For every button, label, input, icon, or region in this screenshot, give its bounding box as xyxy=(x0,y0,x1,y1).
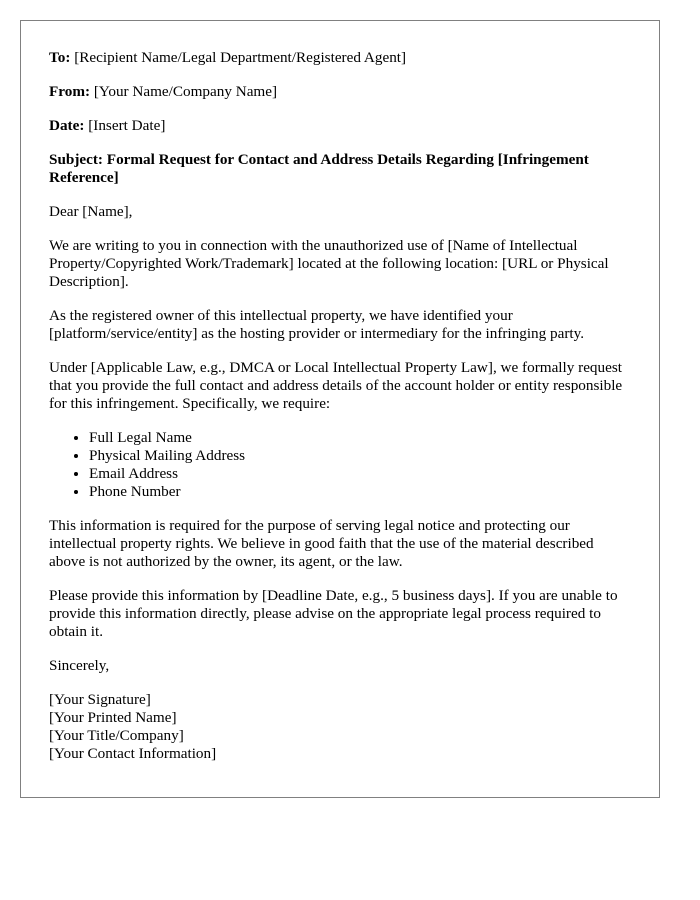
from-line xyxy=(49,83,631,101)
subject-line xyxy=(49,151,631,187)
letter-container xyxy=(20,20,660,798)
to-value: [Recipient Name/Legal Department/Registered Agent] xyxy=(74,49,407,66)
date-label: Date: xyxy=(49,117,85,134)
signature-block xyxy=(49,691,631,763)
date-line xyxy=(49,117,631,135)
subject-label: Subject: xyxy=(49,151,103,168)
to-line xyxy=(49,49,631,67)
contact-info-placeholder: [Your Contact Information] xyxy=(49,745,217,762)
requirements-list xyxy=(49,429,631,501)
signature-placeholder: [Your Signature] xyxy=(49,691,151,708)
paragraph-deadline: Please provide this information by [Deadline Date, e.g., 5 business days]. If you are unable to provide this information directly, please advise on the appropriate legal process required to obtain it. xyxy=(49,587,618,640)
paragraph-purpose: This information is required for the purpose of serving legal notice and protecting our intellectual property rights. We believe in good faith that the use of the material described above is not authorized by the owner, its agent, or the law. xyxy=(49,517,594,570)
requirement-item-email: • Email Address xyxy=(89,465,631,483)
requirement-item-mailing-address: • Physical Mailing Address xyxy=(89,447,631,465)
requirement-item-legal-name: • Full Legal Name xyxy=(89,429,631,447)
to-label: To: xyxy=(49,49,71,66)
from-label: From: xyxy=(49,83,91,100)
valediction: Sincerely, xyxy=(49,657,110,674)
date-value: [Insert Date] xyxy=(88,117,166,134)
printed-name-placeholder: [Your Printed Name] xyxy=(49,709,177,726)
from-value: [Your Name/Company Name] xyxy=(93,83,278,100)
subject-value: Formal Request for Contact and Address Details Regarding [Infringement Reference] xyxy=(49,151,589,186)
salutation: Dear [Name], xyxy=(49,203,133,220)
title-company-placeholder: [Your Title/Company] xyxy=(49,727,184,744)
paragraph-request: Under [Applicable Law, e.g., DMCA or Local Intellectual Property Law], we formally request that you provide the full contact and address details of the account holder or entity responsible for this infringement. Specifically, we require: xyxy=(49,359,623,412)
requirement-item-phone: • Phone Number xyxy=(89,483,631,501)
paragraph-ownership: As the registered owner of this intellectual property, we have identified your [platform/service/entity] as the hosting provider or intermediary for the infringing party. xyxy=(49,307,585,342)
paragraph-intro: We are writing to you in connection with the unauthorized use of [Name of Intellectual Property/Copyrighted Work/Trademark] located at the following location: [URL or Physical Description]. xyxy=(49,237,609,290)
